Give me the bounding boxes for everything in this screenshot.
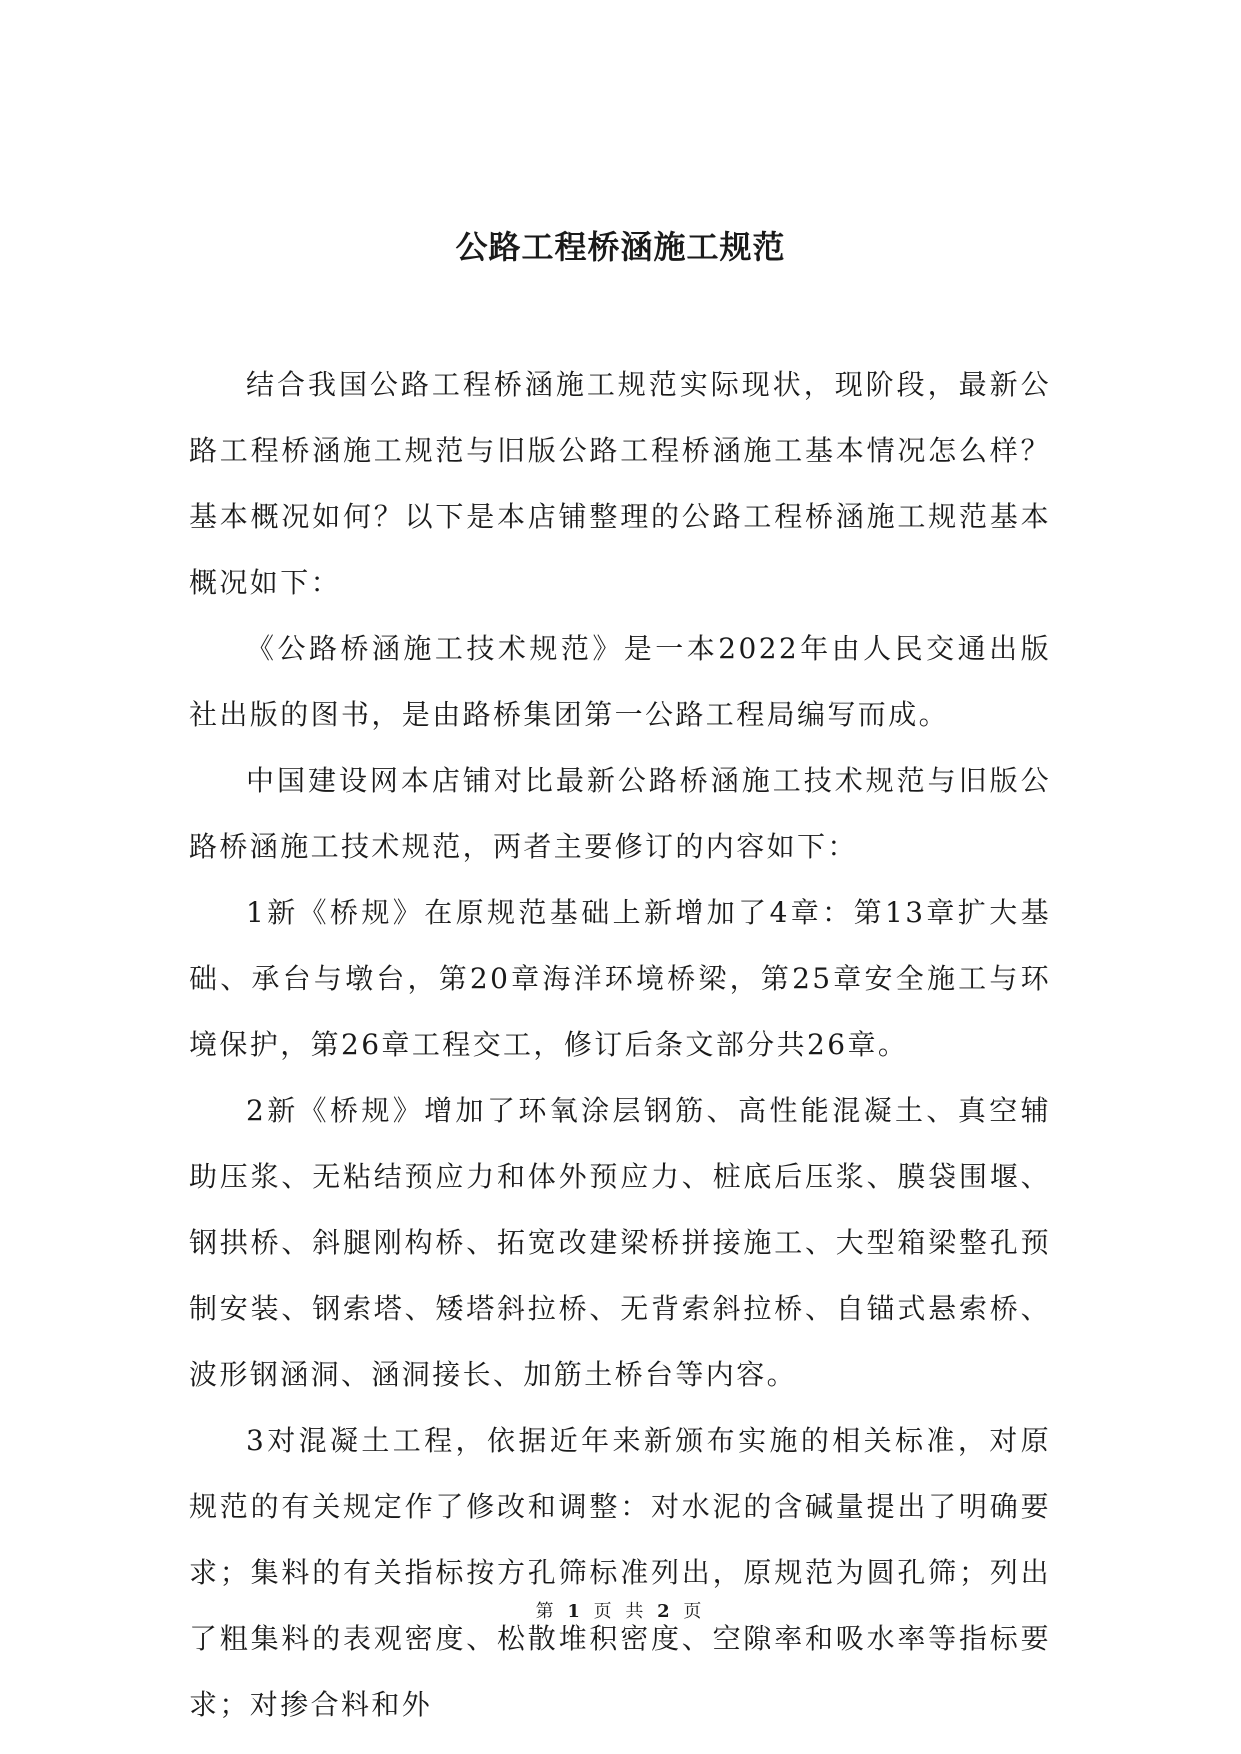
paragraph-item-1: 1新《桥规》在原规范基础上新增加了4章：第13章扩大基础、承台与墩台，第20章海洋环境桥梁，第25章安全施工与环境保护，第26章工程交工，修订后条文部分共26章。 (189, 896, 1051, 1061)
footer-middle: 页 共 (593, 1601, 648, 1622)
document-title: 公路工程桥涵施工规范 (455, 228, 786, 266)
footer-total-pages: 2 (657, 1601, 674, 1622)
page-footer (0, 1598, 1241, 1626)
paragraph-comparison: 中国建设网本店铺对比最新公路桥涵施工技术规范与旧版公路桥涵施工技术规范，两者主要修订的内容如下： (189, 764, 1051, 863)
paragraph-item-3: 3对混凝土工程，依据近年来新颁布实施的相关标准，对原规范的有关规定作了修改和调整：对水泥的含碱量提出了明确要求；集料的有关指标按方孔筛标准列出，原规范为圆孔筛；列出了粗集料的表观密度、松散堆积密度、空隙率和吸水率等指标要求；对掺合料和外 (189, 1424, 1051, 1721)
footer-suffix: 页 (683, 1601, 706, 1622)
document-body (189, 352, 1051, 1738)
paragraph-intro: 结合我国公路工程桥涵施工规范实际现状，现阶段，最新公路工程桥涵施工规范与旧版公路工程桥涵施工基本情况怎么样？基本概况如何？以下是本店铺整理的公路工程桥涵施工规范基本概况如下： (189, 368, 1051, 599)
paragraph-item-2: 2新《桥规》增加了环氧涂层钢筋、高性能混凝土、真空辅助压浆、无粘结预应力和体外预应力、桩底后压浆、膜袋围堰、钢拱桥、斜腿刚构桥、拓宽改建梁桥拼接施工、大型箱梁整孔预制安装、钢索塔、矮塔斜拉桥、无背索斜拉桥、自锚式悬索桥、波形钢涵洞、涵洞接长、加筋土桥台等内容。 (189, 1094, 1051, 1391)
footer-prefix: 第 (535, 1601, 558, 1622)
paragraph-book-info: 《公路桥涵施工技术规范》是一本2022年由人民交通出版社出版的图书，是由路桥集团第一公路工程局编写而成。 (189, 632, 1051, 731)
footer-current-page: 1 (567, 1601, 584, 1622)
